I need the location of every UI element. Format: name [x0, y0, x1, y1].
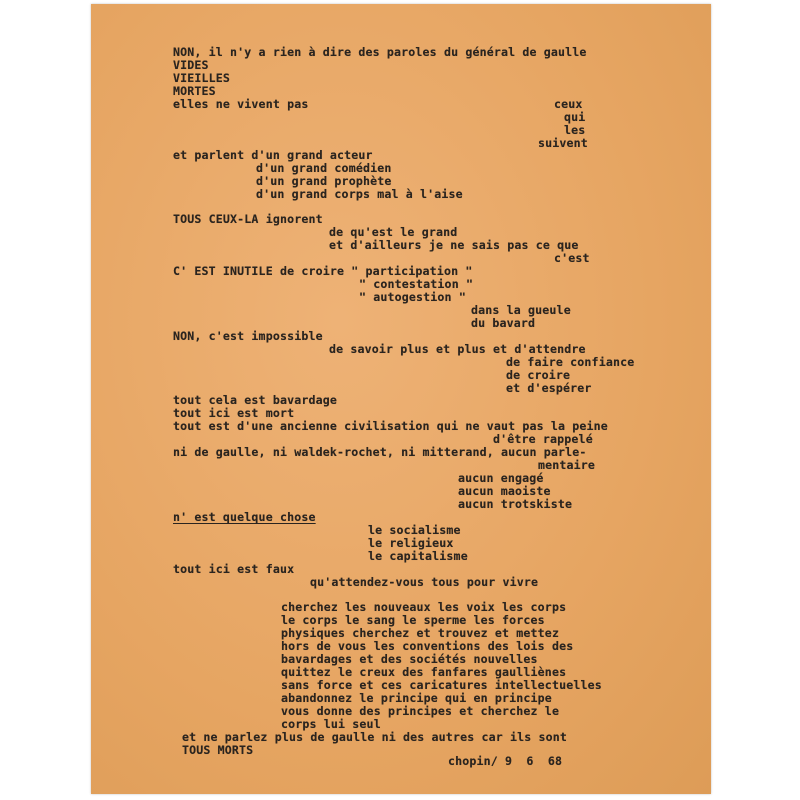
poem-line: abandonnez le principe qui en principe	[281, 691, 552, 705]
poem-line: NON, il n'y a rien à dire des paroles du général de gaulle	[173, 45, 587, 59]
poem-line: NON, c'est impossible	[173, 329, 323, 343]
poem-line: vous donne des principes et cherchez le	[281, 704, 560, 718]
poem-line: tout ici est faux	[173, 562, 295, 576]
poem-line: sans force et ces caricatures intellectuelles	[281, 678, 602, 692]
poem-line: TOUS MORTS	[182, 743, 254, 757]
poem-line: d'être rappelé	[493, 432, 593, 446]
poem-line: les	[564, 123, 586, 137]
poem-line: de croire	[506, 368, 571, 382]
poem-line: d'un grand prophète	[256, 174, 392, 188]
poem-line: et ne parlez plus de gaulle ni des autres car ils sont	[182, 730, 568, 744]
poem-line: qu'attendez-vous tous pour vivre	[310, 575, 539, 589]
poem-line: mentaire	[538, 458, 596, 472]
poem-line: le corps le sang le sperme les forces	[281, 613, 545, 627]
poem-line: le socialisme	[368, 523, 461, 537]
poem-line: ni de gaulle, ni waldek-rochet, ni mitterand, aucun parle-	[173, 445, 587, 459]
signature-date: chopin/ 9 6 68	[448, 754, 563, 768]
poem-line-underlined: n' est quelque chose	[173, 510, 316, 524]
poem-line: VIEILLES	[173, 71, 231, 85]
poem-line: et parlent d'un grand acteur	[173, 148, 373, 162]
poem-line: " autogestion "	[359, 290, 466, 304]
poem-line: tout cela est bavardage	[173, 393, 337, 407]
typewritten-sheet	[91, 4, 711, 794]
poem-line: VIDES	[173, 58, 209, 72]
poem-line: et d'ailleurs je ne sais pas ce que	[329, 238, 579, 252]
poem-line: bavardages et des sociétés nouvelles	[281, 652, 538, 666]
poem-line: et d'espérer	[506, 381, 592, 395]
poem-line: " contestation "	[359, 277, 474, 291]
poem-line: dans la gueule	[471, 303, 571, 317]
poem-line: TOUS CEUX-LA ignorent	[173, 212, 323, 226]
poem-line: le capitalisme	[368, 549, 468, 563]
poem-line: du bavard	[471, 316, 536, 330]
poem-line: tout ici est mort	[173, 406, 295, 420]
poem-line: qui	[564, 110, 586, 124]
poem-line: aucun trotskiste	[458, 497, 573, 511]
poem-line: de savoir plus et plus et d'attendre	[329, 342, 586, 356]
poem-line: C' EST INUTILE de croire " participation "	[173, 264, 473, 278]
poem-line: MORTES	[173, 84, 216, 98]
poem-line: tout est d'une ancienne civilisation qui ne vaut pas la peine	[173, 419, 608, 433]
poem-line: elles ne vivent pas	[173, 97, 309, 111]
poem-line: physiques cherchez et trouvez et mettez	[281, 626, 560, 640]
poem-line: le religieux	[368, 536, 454, 550]
poem-line: de qu'est le grand	[329, 225, 458, 239]
poem-line: d'un grand corps mal à l'aise	[256, 187, 463, 201]
poem-line: d'un grand comédien	[256, 161, 392, 175]
poem-line: cherchez les nouveaux les voix les corps	[281, 600, 567, 614]
poem-line: aucun maoiste	[458, 484, 551, 498]
poem-line: ceux	[554, 97, 583, 111]
poem-line: corps lui seul	[281, 717, 381, 731]
poem-line: c'est	[554, 251, 590, 265]
poem-line: suivent	[538, 136, 588, 150]
poem-line: de faire confiance	[506, 355, 635, 369]
poem-line: aucun engagé	[458, 471, 544, 485]
poem-line: quittez le creux des fanfares gaulliènes	[281, 665, 567, 679]
poem-line: hors de vous les conventions des lois des	[281, 639, 574, 653]
